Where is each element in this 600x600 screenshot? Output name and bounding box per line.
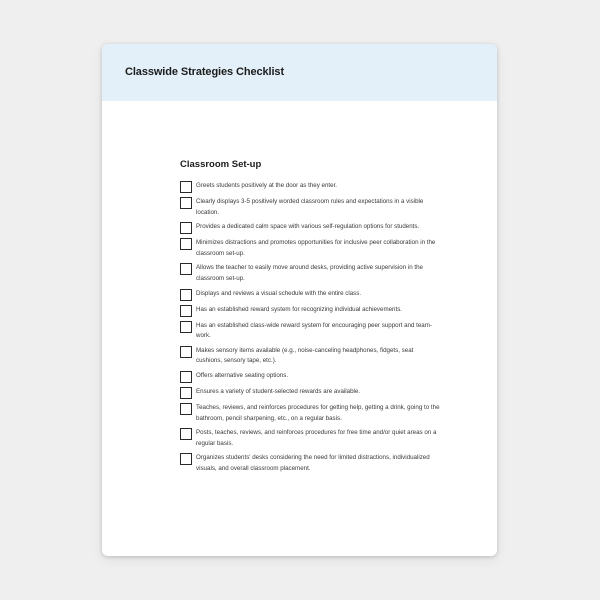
- checkbox[interactable]: [180, 321, 192, 333]
- checklist-item-text: Makes sensory items available (e.g., noise-canceling headphones, fidgets, seat cushions, sensory tape, etc.).: [196, 346, 414, 365]
- checklist-item-text: Organizes students' desks considering the need for limited distractions, individualized visuals, and overall classroom placement.: [196, 454, 430, 472]
- checklist-item-text: Has an established reward system for recognizing individual achievements.: [196, 305, 403, 313]
- checklist-item: [180, 289, 440, 301]
- checklist-document: [102, 44, 497, 556]
- checklist-item-text: Ensures a variety of student-selected rewards are available.: [196, 387, 361, 395]
- checkbox[interactable]: [180, 181, 192, 193]
- checkbox[interactable]: [180, 305, 192, 317]
- checklist-item: [180, 238, 440, 259]
- checklist-item: [180, 403, 440, 424]
- checklist-item: [180, 428, 440, 449]
- classroom-setup-section: [180, 159, 440, 479]
- checklist-item: [180, 453, 440, 474]
- checklist-item: [180, 222, 440, 234]
- checklist-item-text: Teaches, reviews, and reinforces procedures for getting help, getting a drink, going to the bathroom, pencil sharpening, etc., on a regular basis.: [196, 403, 440, 422]
- checklist-item: [180, 197, 440, 218]
- checklist-item: [180, 181, 440, 193]
- checklist-item: [180, 371, 440, 383]
- document-header: [102, 44, 497, 101]
- checkbox[interactable]: [180, 371, 192, 383]
- checklist-item: [180, 346, 440, 367]
- checkbox[interactable]: [180, 238, 192, 250]
- checkbox[interactable]: [180, 387, 192, 399]
- checklist-item-text: Provides a dedicated calm space with various self-regulation options for students.: [196, 223, 420, 231]
- checklist-item-text: Offers alternative seating options.: [196, 371, 289, 379]
- checklist-item-text: Posts, teaches, reviews, and reinforces procedures for free time and/or quiet areas on a regular basis.: [196, 429, 437, 447]
- checklist-item: [180, 321, 440, 342]
- section-title: Classroom Set-up: [180, 159, 262, 170]
- checklist-item-text: Displays and reviews a visual schedule with the entire class.: [196, 289, 362, 297]
- checklist-item: [180, 305, 440, 317]
- checklist: [180, 181, 440, 475]
- checkbox[interactable]: [180, 289, 192, 301]
- checkbox[interactable]: [180, 263, 192, 275]
- checkbox[interactable]: [180, 403, 192, 415]
- checklist-item-text: Minimizes distractions and promotes opportunities for inclusive peer collaboration in the classroom set-up.: [196, 239, 436, 257]
- checkbox[interactable]: [180, 197, 192, 209]
- checklist-item: [180, 263, 440, 284]
- checklist-item-text: Has an established class-wide reward system for encouraging peer support and team-work.: [196, 321, 432, 340]
- checklist-item-text: Greets students positively at the door as they enter.: [196, 182, 338, 189]
- checkbox[interactable]: [180, 428, 192, 440]
- checklist-item-text: Clearly displays 3-5 positively worded classroom rules and expectations in a visible location.: [196, 198, 424, 216]
- checklist-item: [180, 387, 440, 399]
- document-title: Classwide Strategies Checklist: [125, 66, 285, 78]
- checklist-item-text: Allows the teacher to easily move around desks, providing active supervision in the classroom set-up.: [196, 264, 423, 282]
- checkbox[interactable]: [180, 346, 192, 358]
- checkbox[interactable]: [180, 453, 192, 465]
- checkbox[interactable]: [180, 222, 192, 234]
